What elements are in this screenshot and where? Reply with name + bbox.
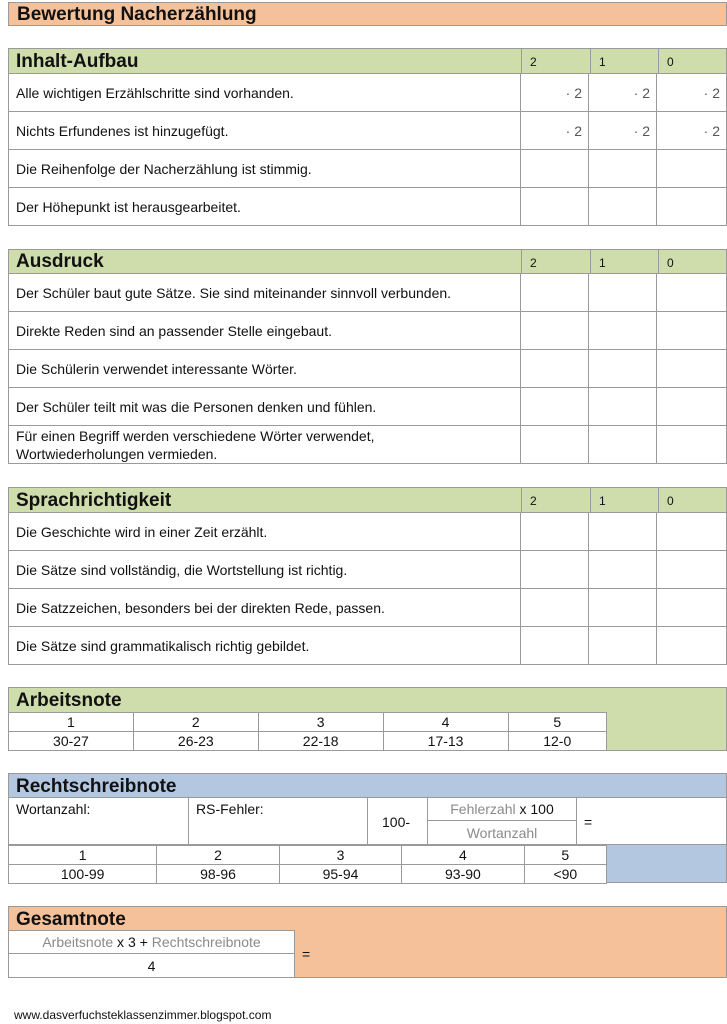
grade-cell: 1	[9, 713, 134, 732]
criterion-text: Der Höhepunkt ist herausgearbeitet.	[9, 188, 521, 226]
col-2: 2	[521, 49, 590, 73]
table-row	[9, 388, 727, 426]
grade-cell: 5	[524, 846, 606, 865]
score-cell[interactable]	[521, 312, 589, 350]
criterion-text: Die Schülerin verwendet interessante Wörter.	[9, 350, 521, 388]
section-header-sprache	[8, 487, 727, 513]
sprache-table	[8, 512, 727, 665]
score-cell[interactable]: · 2	[589, 74, 657, 112]
score-cell[interactable]: · 2	[521, 112, 589, 150]
section-title-gesamt: Gesamtnote	[16, 909, 126, 930]
wortanzahl-label: Wortanzahl:	[16, 801, 91, 817]
col-0: 0	[658, 488, 727, 512]
table-row	[9, 551, 727, 589]
score-cell[interactable]	[657, 150, 727, 188]
grade-cell: 5	[508, 713, 607, 732]
grade-cell: 2	[133, 713, 258, 732]
title-bar	[8, 2, 727, 26]
score-cell[interactable]: · 2	[521, 74, 589, 112]
score-cell[interactable]	[589, 312, 657, 350]
col-1: 1	[590, 250, 658, 273]
score-cell[interactable]: · 2	[589, 112, 657, 150]
score-cell[interactable]	[657, 627, 727, 665]
table-row	[9, 513, 727, 551]
score-cell[interactable]	[521, 274, 589, 312]
col-0: 0	[658, 250, 727, 273]
table-row	[9, 74, 727, 112]
score-cell[interactable]	[521, 188, 589, 226]
criterion-text: Der Schüler teilt mit was die Personen denken und fühlen.	[9, 388, 521, 426]
col-2: 2	[521, 488, 590, 512]
wortanzahl-cell[interactable]	[9, 798, 189, 844]
rs-equals: =	[584, 814, 593, 830]
gesamt-divisor: 4	[147, 958, 156, 974]
score-cell[interactable]	[657, 274, 727, 312]
arbeitsnote-term: Arbeitsnote	[42, 934, 114, 950]
times-3-plus: x 3 +	[113, 934, 152, 950]
table-row	[9, 426, 727, 464]
criterion-text: Die Geschichte wird in einer Zeit erzählt.	[9, 513, 521, 551]
score-cell[interactable]	[657, 312, 727, 350]
criterion-text: Alle wichtigen Erzählschritte sind vorhanden.	[9, 74, 521, 112]
table-row	[9, 732, 607, 751]
gesamt-equals: =	[302, 946, 311, 962]
score-cell[interactable]	[589, 627, 657, 665]
section-title-inhalt: Inhalt-Aufbau	[16, 51, 139, 72]
formula-prefix: 100-	[382, 814, 411, 830]
table-row	[9, 865, 607, 884]
formula-numerator	[428, 798, 576, 821]
times-100: x 100	[515, 801, 554, 817]
section-title-arbeitsnote: Arbeitsnote	[16, 690, 122, 711]
formula-prefix-cell	[368, 798, 428, 844]
section-title-rechtschreib: Rechtschreibnote	[16, 776, 177, 797]
score-cell[interactable]	[657, 551, 727, 589]
score-cell[interactable]	[657, 426, 727, 464]
score-cell[interactable]	[589, 426, 657, 464]
range-cell: 98-96	[157, 865, 279, 884]
table-row	[9, 112, 727, 150]
col-2: 2	[521, 250, 590, 273]
score-cell[interactable]	[657, 388, 727, 426]
score-cell[interactable]	[589, 274, 657, 312]
col-1: 1	[590, 49, 658, 73]
range-cell: 95-94	[279, 865, 401, 884]
score-cell[interactable]	[657, 350, 727, 388]
formula-fraction	[428, 798, 577, 844]
criterion-text: Die Sätze sind vollständig, die Wortstellung ist richtig.	[9, 551, 521, 589]
formula-denominator: Wortanzahl	[466, 825, 538, 841]
criterion-text: Nichts Erfundenes ist hinzugefügt.	[9, 112, 521, 150]
range-cell: 17-13	[383, 732, 508, 751]
grade-cell: 3	[279, 846, 401, 865]
ausdruck-table	[8, 273, 727, 464]
range-cell: <90	[524, 865, 606, 884]
table-row	[9, 627, 727, 665]
rsfehler-cell[interactable]	[189, 798, 368, 844]
range-cell: 26-23	[133, 732, 258, 751]
section-header-ausdruck	[8, 249, 727, 274]
score-cell[interactable]	[589, 513, 657, 551]
table-row	[9, 188, 727, 226]
score-cell[interactable]	[521, 589, 589, 627]
criterion-text: Die Satzzeichen, besonders bei der direkten Rede, passen.	[9, 589, 521, 627]
grade-cell: 4	[402, 846, 524, 865]
criterion-text: Die Sätze sind grammatikalisch richtig gebildet.	[9, 627, 521, 665]
score-cell[interactable]: · 2	[657, 112, 727, 150]
criterion-text	[9, 426, 521, 464]
grade-cell: 1	[9, 846, 157, 865]
score-cell[interactable]	[521, 513, 589, 551]
range-cell: 22-18	[258, 732, 383, 751]
table-row	[9, 274, 727, 312]
col-1: 1	[590, 488, 658, 512]
col-0: 0	[658, 49, 727, 73]
score-cell[interactable]: · 2	[657, 74, 727, 112]
section-header-inhalt	[8, 48, 727, 74]
score-cell[interactable]	[521, 627, 589, 665]
score-cell[interactable]	[521, 551, 589, 589]
gesamt-formula	[8, 930, 295, 978]
table-row	[9, 713, 607, 732]
score-cell[interactable]	[589, 350, 657, 388]
score-cell[interactable]	[521, 388, 589, 426]
footer-url[interactable]: www.dasverfuchsteklassenzimmer.blogspot.com	[14, 1008, 272, 1022]
arbeitsnote-table	[8, 712, 607, 751]
criterion-text: Direkte Reden sind an passender Stelle eingebaut.	[9, 312, 521, 350]
score-cell[interactable]	[657, 188, 727, 226]
criterion-text: Die Reihenfolge der Nacherzählung ist stimmig.	[9, 150, 521, 188]
rsfehler-label: RS-Fehler:	[196, 801, 264, 817]
range-cell: 93-90	[402, 865, 524, 884]
score-cell[interactable]	[521, 150, 589, 188]
score-cell[interactable]	[589, 589, 657, 627]
score-cell[interactable]	[589, 551, 657, 589]
gesamt-numerator	[9, 931, 294, 954]
score-cell[interactable]	[657, 513, 727, 551]
score-cell[interactable]	[521, 350, 589, 388]
score-cell[interactable]	[589, 188, 657, 226]
score-cell[interactable]	[657, 589, 727, 627]
rechtschreibnote-term: Rechtschreibnote	[151, 934, 261, 950]
fehlerzahl-label: Fehlerzahl	[450, 801, 516, 817]
section-title-ausdruck: Ausdruck	[16, 251, 104, 272]
page-title: Bewertung Nacherzählung	[17, 4, 257, 25]
rechtschreib-table	[8, 845, 607, 884]
grade-cell: 4	[383, 713, 508, 732]
grade-cell: 2	[157, 846, 279, 865]
criterion-line: Für einen Begriff werden verschiedene Wörter verwendet,	[16, 427, 375, 444]
grade-cell: 3	[258, 713, 383, 732]
range-cell: 30-27	[9, 732, 134, 751]
table-row	[9, 846, 607, 865]
rs-calc-area	[8, 797, 727, 845]
criterion-line: Wortwiederholungen vermieden.	[16, 445, 218, 462]
inhalt-table	[8, 73, 727, 226]
range-cell: 12-0	[508, 732, 607, 751]
table-row	[9, 312, 727, 350]
score-cell[interactable]	[589, 150, 657, 188]
score-cell[interactable]	[589, 388, 657, 426]
table-row	[9, 150, 727, 188]
criterion-text: Der Schüler baut gute Sätze. Sie sind miteinander sinnvoll verbunden.	[9, 274, 521, 312]
table-row	[9, 589, 727, 627]
section-title-sprache: Sprachrichtigkeit	[16, 490, 172, 511]
range-cell: 100-99	[9, 865, 157, 884]
score-cell[interactable]	[521, 426, 589, 464]
table-row	[9, 350, 727, 388]
